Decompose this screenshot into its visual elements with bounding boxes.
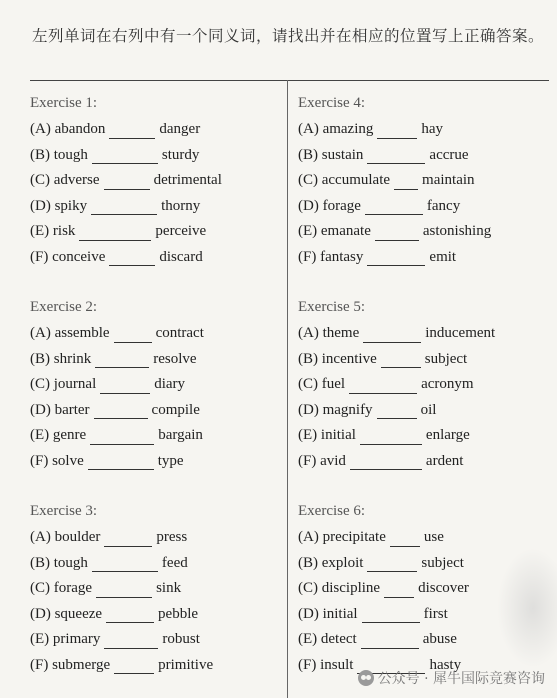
exercise-title: Exercise 5: <box>298 299 366 315</box>
right-word: primitive <box>158 656 214 673</box>
left-word: (B) sustain <box>298 146 364 163</box>
exercise-row <box>298 195 548 221</box>
left-word: (B) incentive <box>298 350 377 367</box>
exercise-3 <box>30 500 280 679</box>
left-word: (B) exploit <box>298 554 364 571</box>
left-word: (F) conceive <box>30 248 106 265</box>
right-word: accrue <box>429 146 469 163</box>
exercise-row <box>30 195 280 221</box>
right-word: inducement <box>425 325 496 341</box>
exercise-row <box>30 220 280 246</box>
right-word: resolve <box>153 350 197 367</box>
answer-blank[interactable] <box>349 380 417 394</box>
answer-blank[interactable] <box>377 125 417 139</box>
left-word: (A) boulder <box>30 529 101 545</box>
exercise-title: Exercise 4: <box>298 95 366 111</box>
left-word: (C) discipline <box>298 580 381 596</box>
answer-blank[interactable] <box>384 584 414 598</box>
left-word: (C) forage <box>30 580 93 596</box>
answer-blank[interactable] <box>94 405 148 419</box>
right-word: astonishing <box>422 223 492 239</box>
right-word: bargain <box>158 427 203 443</box>
wechat-icon <box>358 670 374 686</box>
exercise-row <box>30 348 280 374</box>
right-word: diary <box>154 376 186 392</box>
left-word: (E) genre <box>30 427 87 443</box>
right-word: maintain <box>422 172 475 188</box>
right-word: discover <box>418 580 469 596</box>
exercise-title: Exercise 6: <box>298 503 366 519</box>
right-word: perceive <box>155 223 207 239</box>
watermark <box>358 668 545 688</box>
left-word: (B) shrink <box>30 350 92 367</box>
exercise-row <box>298 348 548 374</box>
answer-blank[interactable] <box>114 329 152 343</box>
answer-blank[interactable] <box>104 176 150 190</box>
exercise-row <box>30 373 280 399</box>
exercise-title: Exercise 3: <box>30 503 98 519</box>
exercise-row <box>298 399 548 425</box>
left-word: (F) insult <box>298 656 354 673</box>
left-word: (D) squeeze <box>30 605 103 622</box>
seal-stamp-mark <box>497 548 557 668</box>
left-word: (C) fuel <box>298 376 346 392</box>
left-word: (B) tough <box>30 554 88 571</box>
header-divider <box>30 80 549 81</box>
left-word: (C) journal <box>30 376 97 392</box>
instruction-text: 左列单词在右列中有一个同义词，请找出并在相应的位置写上正确答案。 <box>32 27 545 45</box>
left-word: (F) solve <box>30 452 84 469</box>
left-word: (D) magnify <box>298 401 373 418</box>
left-word: (A) assemble <box>30 325 110 341</box>
answer-blank[interactable] <box>367 150 425 164</box>
right-word: hasty <box>429 656 462 673</box>
right-word: sturdy <box>161 146 200 163</box>
exercise-1 <box>30 92 280 271</box>
left-word: (F) submerge <box>30 656 111 673</box>
exercise-row <box>298 322 548 348</box>
right-word: abuse <box>422 631 457 647</box>
answer-blank[interactable] <box>375 227 419 241</box>
exercise-row <box>30 654 280 680</box>
column-divider <box>287 80 288 698</box>
left-word: (B) tough <box>30 146 88 163</box>
right-word: first <box>423 605 448 622</box>
left-word: (F) fantasy <box>298 248 364 265</box>
right-word: thorny <box>161 197 201 214</box>
answer-blank[interactable] <box>109 125 155 139</box>
right-word: ardent <box>425 452 464 469</box>
right-word: emit <box>429 248 457 265</box>
answer-blank[interactable] <box>104 635 158 649</box>
answer-blank[interactable] <box>91 201 157 215</box>
answer-blank[interactable] <box>92 558 158 572</box>
answer-blank[interactable] <box>104 533 152 547</box>
exercise-5 <box>298 296 548 475</box>
answer-blank[interactable] <box>92 150 158 164</box>
right-word: acronym <box>421 376 474 392</box>
left-word: (D) barter <box>30 401 90 418</box>
right-word: oil <box>420 401 437 418</box>
answer-blank[interactable] <box>96 584 152 598</box>
left-word: (E) emanate <box>298 223 371 239</box>
answer-blank[interactable] <box>367 252 425 266</box>
answer-blank[interactable] <box>95 354 149 368</box>
answer-blank[interactable] <box>79 227 151 241</box>
exercise-row <box>298 246 548 272</box>
exercise-row <box>30 399 280 425</box>
exercise-row <box>30 246 280 272</box>
exercise-row <box>30 577 280 603</box>
answer-blank[interactable] <box>381 354 421 368</box>
right-word: subject <box>424 350 468 367</box>
exercise-row <box>298 144 548 170</box>
answer-blank[interactable] <box>88 456 154 470</box>
right-word: compile <box>151 401 200 418</box>
exercise-title: Exercise 1: <box>30 95 98 111</box>
answer-blank[interactable] <box>367 558 417 572</box>
right-word: enlarge <box>425 427 470 443</box>
exercise-row <box>30 628 280 654</box>
left-word: (E) detect <box>298 631 357 647</box>
exercise-row <box>30 526 280 552</box>
exercise-row <box>298 118 548 144</box>
exercise-row <box>30 144 280 170</box>
answer-blank[interactable] <box>90 431 154 445</box>
exercise-row <box>30 552 280 578</box>
left-word: (C) adverse <box>30 172 100 188</box>
right-word: subject <box>421 554 464 571</box>
left-word: (A) abandon <box>30 121 106 137</box>
answer-blank[interactable] <box>114 660 154 674</box>
left-word: (C) accumulate <box>298 172 391 188</box>
exercise-row <box>298 169 548 195</box>
right-word: detrimental <box>153 172 222 188</box>
exercise-2 <box>30 296 280 475</box>
left-word: (A) theme <box>298 325 360 341</box>
right-word: danger <box>159 121 201 137</box>
right-word: sink <box>156 580 182 596</box>
left-word: (D) forage <box>298 197 361 214</box>
answer-blank[interactable] <box>362 609 420 623</box>
answer-blank[interactable] <box>350 456 422 470</box>
right-word: use <box>423 529 444 545</box>
exercise-row <box>298 373 548 399</box>
left-word: (A) precipitate <box>298 529 386 545</box>
exercise-title: Exercise 2: <box>30 299 98 315</box>
answer-blank[interactable] <box>394 176 418 190</box>
exercise-4 <box>298 92 548 271</box>
left-word: (E) initial <box>298 427 356 443</box>
right-word: contract <box>155 325 204 341</box>
exercise-row <box>30 424 280 450</box>
answer-blank[interactable] <box>365 201 423 215</box>
right-word: fancy <box>426 197 461 214</box>
right-word: discard <box>159 248 203 265</box>
exercise-row <box>298 220 548 246</box>
answer-blank[interactable] <box>377 405 417 419</box>
left-word: (F) avid <box>298 452 346 469</box>
exercise-row <box>30 603 280 629</box>
answer-blank[interactable] <box>390 533 420 547</box>
left-word: (E) risk <box>30 223 76 239</box>
right-word: robust <box>162 631 200 647</box>
left-word: (A) amazing <box>298 121 374 137</box>
left-word: (D) spiky <box>30 197 88 214</box>
left-word: (E) primary <box>30 631 101 647</box>
right-word: pebble <box>158 605 199 622</box>
right-word: hay <box>421 121 444 137</box>
left-word: (D) initial <box>298 605 358 622</box>
exercise-row <box>30 169 280 195</box>
answer-blank[interactable] <box>360 431 422 445</box>
right-word: feed <box>161 554 188 571</box>
watermark-text: 公众号 · 犀牛国际竞赛咨询 <box>377 671 545 687</box>
exercise-row <box>298 450 548 476</box>
answer-blank[interactable] <box>100 380 150 394</box>
exercise-row <box>298 424 548 450</box>
answer-blank[interactable] <box>106 609 154 623</box>
right-word: press <box>156 529 188 545</box>
exercise-row <box>30 450 280 476</box>
answer-blank[interactable] <box>361 635 419 649</box>
answer-blank[interactable] <box>109 252 155 266</box>
right-word: type <box>157 452 184 469</box>
exercise-row <box>30 118 280 144</box>
answer-blank[interactable] <box>363 329 421 343</box>
exercise-row <box>30 322 280 348</box>
